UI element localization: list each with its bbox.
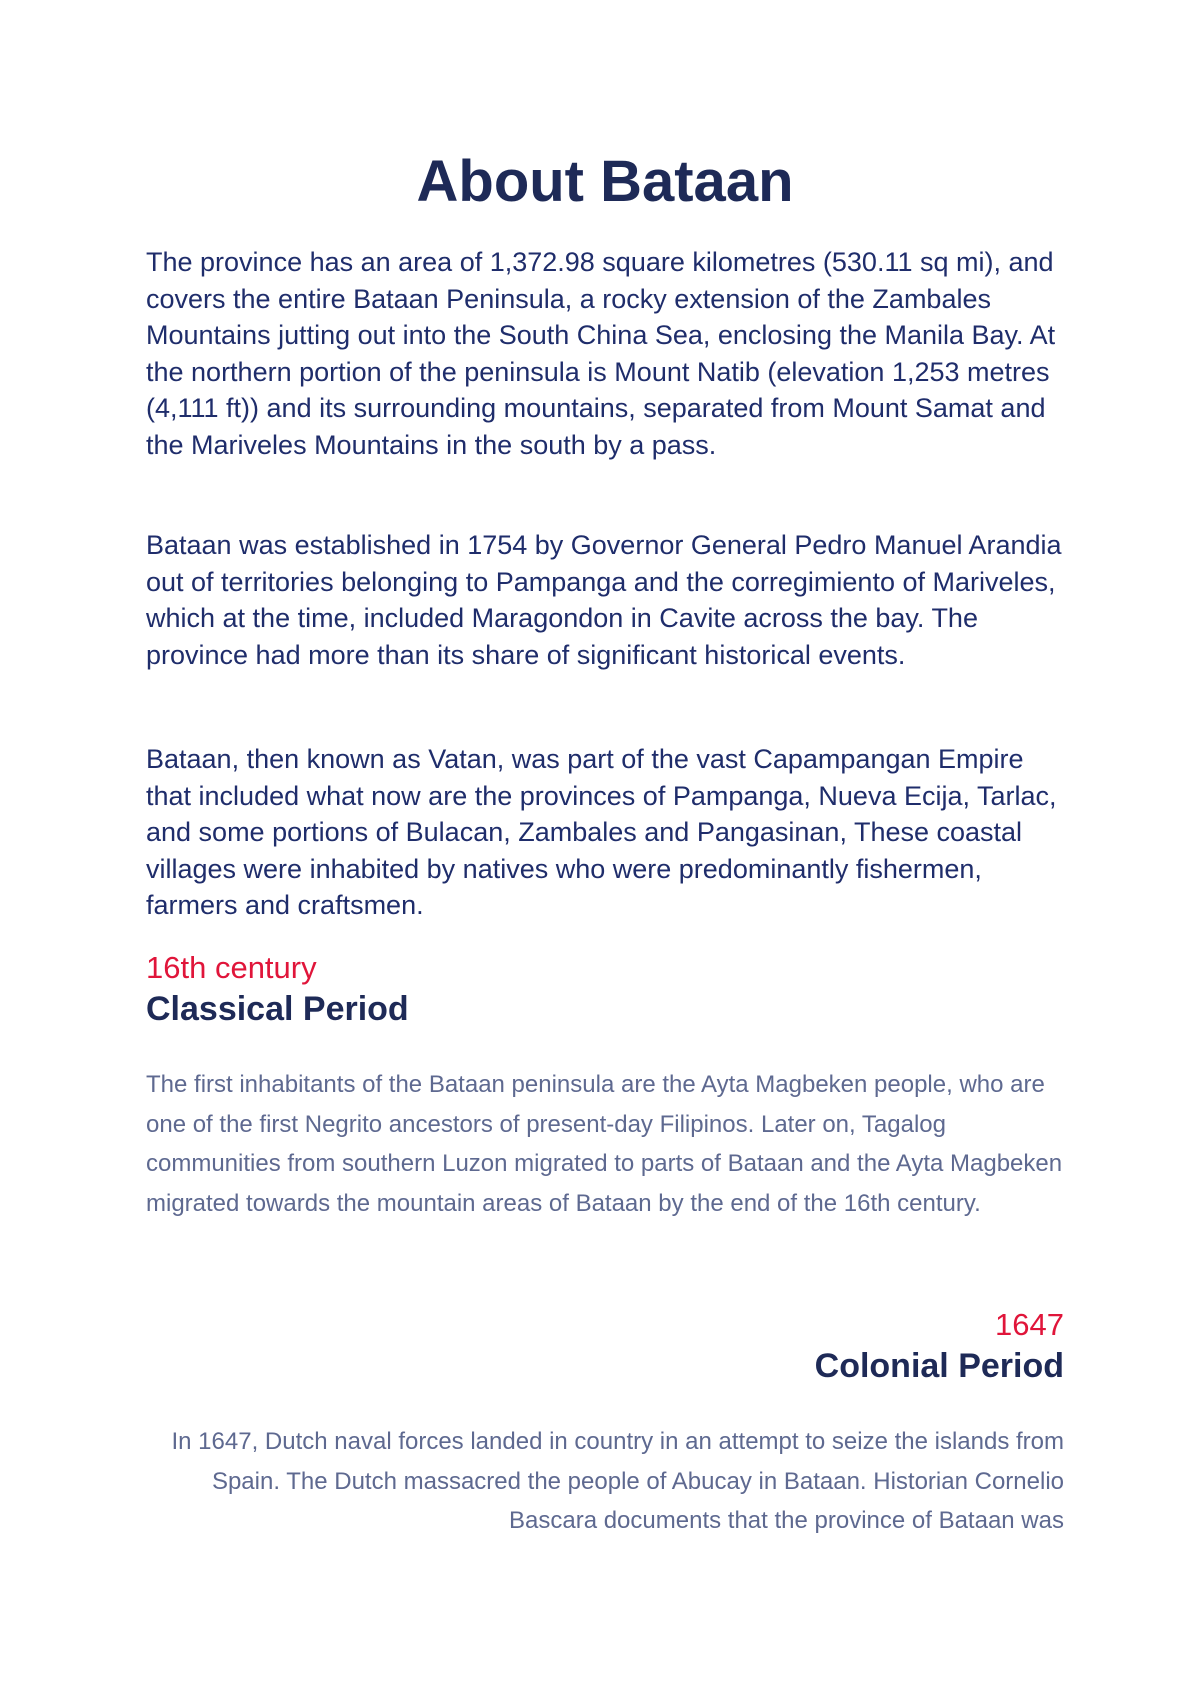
section-body: In 1647, Dutch naval forces landed in country in an attempt to seize the islands from Spain. The Dutch massacred the people of Abucay in Bataan. Historian Cornelio Bascara documents that the province of Bataan was [171, 1428, 1064, 1535]
intro-paragraph-vatan: Bataan, then known as Vatan, was part of the vast Capampangan Empire that included what now are the provinces of Pampanga, Nueva Ecija, Tarlac, and some portions of Bulacan, Zambales and Pangasinan, These coastal villages were inhabited by natives who were predominantly fishermen, farmers and craftsmen. [146, 744, 1057, 921]
section-heading: Colonial Period [814, 1347, 1064, 1385]
section-heading: Classical Period [146, 990, 409, 1028]
section-era-label: 1647 [995, 1307, 1064, 1342]
colonial-period-section [146, 1306, 1064, 1541]
section-era-label: 16th century [146, 950, 317, 985]
section-body: The first inhabitants of the Bataan peninsula are the Ayta Magbeken people, who are one of the first Negrito ancestors of present-day Filipinos. Later on, Tagalog communities from southern Luzon migrated to parts of Bataan and the Ayta Magbeken migrated towards the mountain areas of Bataan by the end of the 16th century. [146, 1071, 1063, 1217]
page-title: About Bataan [416, 149, 794, 214]
intro-paragraph-establishment: Bataan was established in 1754 by Governor General Pedro Manuel Arandia out of territories belonging to Pampanga and the corregimiento of Mariveles, which at the time, included Maragondon in Cavite across the bay. The province had more than its share of significant historical events. [146, 530, 1062, 670]
classical-period-section [146, 949, 1064, 1223]
intro-paragraph-area: The province has an area of 1,372.98 square kilometres (530.11 sq mi), and covers the entire Bataan Peninsula, a rocky extension of the Zambales Mountains jutting out into the South China Sea, enclosing the Manila Bay. At the northern portion of the peninsula is Mount Natib (elevation 1,253 metres (4,111 ft)) and its surrounding mountains, separated from Mount Samat and the Mariveles Mountains in the south by a pass. [146, 247, 1056, 460]
